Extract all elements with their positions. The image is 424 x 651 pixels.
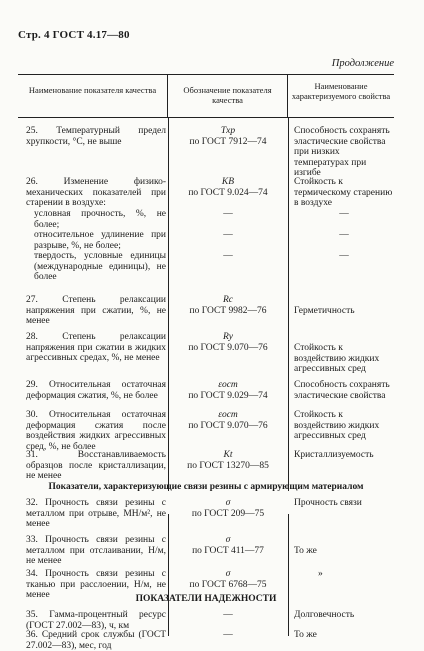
row-property: Герметичность — [294, 306, 355, 316]
row-designation — [170, 610, 286, 621]
row-property: Долговечность — [294, 610, 355, 620]
row-standard: по ГОСТ 7912—74 — [189, 136, 267, 147]
row-symbol: KВ — [221, 177, 235, 187]
row-standard: — — [223, 209, 233, 219]
row-symbol: σ — [225, 535, 231, 545]
row-standard: по ГОСТ 9.070—76 — [188, 342, 268, 353]
row-symbol: Rс — [222, 295, 234, 305]
row-property: То же — [294, 546, 317, 556]
row-name: относительное удлинение при разрыве, %, не более; — [34, 230, 166, 251]
row-property: — — [339, 251, 349, 261]
row-name: 28. Степень релаксации напряжения при сжатии в жидких агрессивных средах, %, не менее — [26, 332, 166, 364]
row-designation — [170, 126, 286, 147]
row-symbol: Rу — [222, 332, 234, 342]
row-symbol: σ — [225, 569, 231, 579]
row-property: Способность сохранять эластические свойства при низких температурах при изгибе — [294, 126, 390, 179]
row-name: 25. Температурный предел хрупкости, °С, не выше — [26, 126, 166, 147]
section-title-bond: Показатели, характеризующие связи резины с армирующим материалом — [48, 482, 364, 492]
row-standard: — — [223, 251, 233, 261]
row-property: Стойкость к термическому старению в воздухе — [294, 177, 393, 209]
row-designation — [170, 450, 286, 471]
table-header — [18, 74, 394, 118]
row-name: 33. Прочность связи резины с металлом при отслаивании, Н/м, не менее — [26, 535, 166, 567]
column-header-designation: Обозначение показателя качества — [168, 75, 288, 117]
column-divider — [168, 514, 169, 636]
row-symbol: σ — [225, 498, 231, 508]
row-standard: по ГОСТ 13270—85 — [187, 460, 269, 471]
row-name: 36. Средний срок службы (ГОСТ 27.002—83), мес, год — [26, 630, 166, 651]
row-property: — — [339, 209, 349, 219]
row-name: 30. Относительная остаточная деформация сжатия после воздействия жидких агрессивных сред, %, не более — [26, 410, 166, 452]
row-standard: по ГОСТ 9.070—76 — [188, 420, 268, 431]
row-designation — [170, 410, 286, 431]
row-name: 34. Прочность связи резины с тканью при расслоении, Н/м, не менее — [26, 569, 166, 601]
row-designation — [170, 177, 286, 198]
table-body — [18, 118, 394, 651]
row-symbol: Kt — [223, 450, 233, 460]
row-designation — [170, 209, 286, 220]
row-designation — [170, 569, 286, 590]
row-designation — [170, 535, 286, 556]
row-designation — [170, 230, 286, 241]
row-property: Прочность связи — [294, 498, 362, 508]
row-name: 32. Прочность связи резины с металлом при отрыве, МН/м², не менее — [26, 498, 166, 530]
row-designation — [170, 630, 286, 641]
column-divider — [168, 118, 169, 491]
row-designation — [170, 380, 286, 401]
row-designation — [170, 251, 286, 262]
row-name: 31. Восстанавливаемость образцов после кристаллизации, не менее — [26, 450, 166, 482]
row-standard: — — [223, 630, 233, 640]
row-standard: по ГОСТ 9.029—74 — [188, 390, 268, 401]
row-name: твердость, условные единицы (международные единицы), не более — [34, 251, 166, 283]
row-standard: по ГОСТ 411—77 — [192, 545, 264, 556]
row-name: условная прочность, %, не более; — [34, 209, 166, 230]
column-divider — [288, 118, 289, 491]
row-symbol: Tхр — [220, 126, 236, 136]
row-standard: по ГОСТ 209—75 — [191, 508, 265, 519]
row-standard: по ГОСТ 9982—76 — [189, 305, 267, 316]
column-header-name: Наименование показателя качества — [18, 75, 168, 117]
page-header: Стр. 4 ГОСТ 4.17—80 — [18, 29, 130, 41]
row-property: Способность сохранять эластические свойства — [294, 380, 390, 401]
column-header-property: Наименование характеризуемого свойства — [291, 81, 391, 101]
continuation-label: Продолжение — [331, 58, 394, 69]
row-name: 29. Относительная остаточная деформация сжатия, %, не более — [26, 380, 166, 401]
column-divider — [288, 514, 289, 636]
row-designation — [170, 295, 286, 316]
row-standard: — — [223, 610, 233, 620]
row-designation — [170, 498, 286, 519]
row-property: Стойкость к воздействию жидких агрессивных сред — [294, 343, 380, 375]
row-symbol: εост — [218, 410, 238, 420]
row-name: 27. Степень релаксации напряжения при сжатии, %, не менее — [26, 295, 166, 327]
row-property: Кристаллизуемость — [294, 450, 374, 460]
row-property: — — [339, 230, 349, 240]
row-standard: по ГОСТ 9.024—74 — [188, 187, 268, 198]
row-symbol: εост — [218, 380, 238, 390]
section-title-reliability: ПОКАЗАТЕЛИ НАДЕЖНОСТИ — [135, 594, 277, 604]
row-standard: по ГОСТ 6768—75 — [189, 579, 267, 590]
row-name: 26. Изменение физико-механических показателей при старении в воздухе: — [26, 177, 166, 209]
row-property: » — [318, 569, 323, 579]
row-property: То же — [294, 630, 317, 640]
row-property: Стойкость к воздействию жидких агрессивных сред — [294, 410, 380, 442]
row-standard: — — [223, 230, 233, 240]
quality-indicators-table — [18, 74, 394, 651]
row-name: 35. Гамма-процентный ресурс (ГОСТ 27.002—83), ч, км — [26, 610, 166, 631]
row-designation — [170, 332, 286, 353]
